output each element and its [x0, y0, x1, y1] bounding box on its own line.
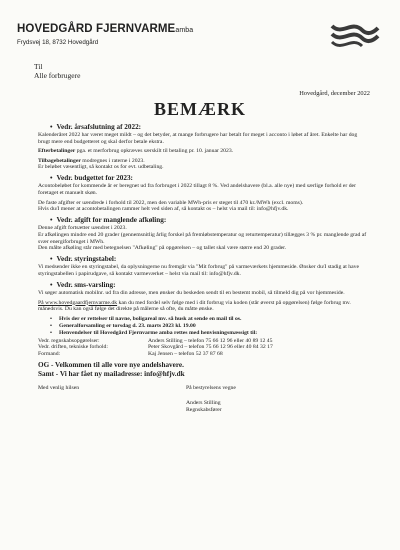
contact-row — [38, 351, 368, 358]
section-sms-alert — [38, 281, 368, 313]
section-title: Vedr. budgettet for 2023: — [56, 174, 133, 183]
company-suffix: amba — [175, 27, 194, 34]
contact-person: Kaj Jensen – telefon 52 37 87 68 — [148, 350, 223, 357]
closing-message — [38, 361, 368, 379]
list-item-text: Henvendelser til Hovedgård Fjernvarme amba rettes med henvisningsmæssigt til: — [59, 329, 258, 336]
paragraph: Er afkølingen mindre end 20 grader (gennemsnitlig årlig forskel på fremløbstemperatur og returtemperatur) tillægges 3 % pr. manglende grad af svær energiforbruget i MWh. — [38, 231, 367, 245]
bullet-dot-icon: • — [50, 255, 53, 264]
section-cooling-fee — [38, 216, 368, 251]
contact-role: Vedr. regnskabsopgørelser: — [38, 337, 100, 344]
bullet-list — [38, 316, 368, 336]
signatory-name: Anders Stilling — [186, 399, 221, 406]
bold-term: Tilbagebetalinger — [38, 157, 81, 164]
bullet-dot-icon: • — [50, 329, 52, 336]
section-title: Vedr. årsafslutning af 2022: — [56, 123, 142, 131]
company-address: Frydsvej 18, 8732 Hovedgård — [17, 39, 99, 46]
paragraph: Kalenderåret 2022 har været meget mildt – og det betyder, at mange forbrugere har betalt for meget i acconto i løbet af året. Enkelte har dog brugt mere end budgetteret og skal derfor betale ekstra. — [38, 132, 358, 145]
section-heading — [50, 123, 368, 132]
section-budget — [38, 174, 368, 212]
contact-role: Formand: — [38, 350, 61, 357]
contact-role: Vedr. driften, tekniske forhold: — [38, 344, 108, 351]
signatory — [186, 385, 236, 413]
company-name-text: HOVEDGÅRD FJERNVARME — [17, 23, 176, 35]
recipient-to: Til — [34, 62, 43, 71]
section-year-end — [38, 123, 368, 171]
section-heading — [50, 255, 368, 264]
wave-logo-icon — [330, 22, 380, 48]
contact-list — [38, 338, 368, 358]
section-title: Vedr. afgift for manglende afkøling: — [56, 216, 167, 225]
bullet-dot-icon: • — [50, 174, 53, 183]
paragraph: Vi medsender ikke en styringstabel, da oplysningerne nu fremgår via "Mit forbrug" på varmeværkets hjemmeside. Ønsker du/I stadig at have styringstabellen i papirudgave, så kontakt varmeværket – helst via mail til: info@hfjv.dk. — [38, 264, 359, 277]
list-item — [50, 316, 368, 323]
paragraph: Vi søger automatisk mobilnr. ud fra din adresse, men ønsker du beskeden sendt til en bestemt mobil, så tilmeld dig på vor hjemmeside. — [38, 289, 345, 296]
paragraph: Er beløbet væsentligt, så kontakt os for evt. udbetaling. — [38, 164, 164, 171]
paragraph-text: pga. et merforbrug opkræves særskilt til betaling pr. 10. januar 2023. — [75, 148, 234, 155]
section-title: Vedr. styringstabel: — [56, 255, 117, 264]
paragraph: De faste afgifter er uændrede i forhold til 2022, men den variable MWh-pris er steget til 470 kr./MWh (excl. moms). — [38, 199, 304, 206]
paragraph: Hvis du/I mener at acontobetalingen rammer helt ved siden af, så kontakt os – helst via mail til: info@hfjv.dk. — [38, 206, 289, 213]
contact-person: Peter Skovgård – telefon 75 66 12 96 eller 40 84 32 17 — [148, 344, 273, 351]
list-item-text: Generalforsamling er torsdag d. 23. marts 2023 kl. 19.00 — [59, 322, 196, 329]
bullet-dot-icon: • — [50, 316, 52, 323]
closing-line: OG - Velkommen til alle vore nye andelshavere. — [38, 361, 184, 370]
paragraph: Denne afgift fortsætter uændret i 2023. — [38, 225, 127, 232]
bullet-dot-icon: • — [50, 280, 53, 289]
bold-term: Efterbetalinger — [38, 148, 76, 155]
section-heading — [50, 216, 368, 225]
bullet-dot-icon: • — [50, 322, 52, 329]
letter-date: Hovedgård, december 2022 — [299, 90, 370, 97]
recipient-name: Alle forbrugere — [34, 71, 81, 80]
website-link[interactable]: På www.hovedgaardfjernvarme.dk — [38, 299, 118, 306]
signature-block — [38, 385, 368, 413]
paragraph-text: modregnes i raterne i 2023. — [80, 157, 145, 164]
list-item — [50, 323, 368, 330]
signatory-role: På bestyrelsens vegne — [186, 385, 236, 392]
paragraph: Den målte afkøling står med betegnelsen "Afkøling" på opgørelsen – og tallet skal være større end 20 grader. — [38, 245, 287, 252]
page-title: BEMÆRK — [153, 99, 246, 119]
greeting: Med venlig hilsen — [38, 385, 80, 392]
paragraph — [38, 300, 368, 313]
list-item-text: Hvis der er rettelser til navne, boligareal mv. så husk at sende en mail til os. — [59, 316, 242, 323]
letter-body — [38, 123, 368, 413]
paragraph-text: kan du med fordel selv følge med i dit forbrug via koden (står øverst på opgørelsen) følge forbrug mv. månedsvis. Du kan også følge det direkte på målerne så ofte, du måtte ønske. — [38, 299, 351, 313]
signatory-title: Regnskabsfører — [186, 406, 222, 413]
section-control-table — [38, 255, 368, 277]
closing-line: Samt - Vi har fået ny mailadresse: info@hfjv.dk — [38, 370, 185, 379]
paragraph — [38, 148, 368, 155]
paragraph: Acontobeløbet for kommende år er beregnet ud fra forbruget i 2022 tillagt 8 %. Ved andelshavere (bl.a. alle nye) med særlige forhold er der foretaget et manuelt skøn. — [38, 183, 356, 197]
list-item — [50, 330, 368, 337]
bullet-dot-icon: • — [50, 216, 53, 225]
section-heading — [50, 281, 368, 290]
section-title: Vedr. sms-varsling: — [56, 280, 116, 289]
company-name — [17, 23, 193, 35]
contact-person: Anders Stilling – telefon 75 66 12 96 eller 40 89 12 45 — [148, 337, 273, 344]
recipient-block — [34, 62, 80, 80]
contact-row — [38, 344, 368, 351]
bullet-dot-icon: • — [50, 123, 53, 131]
